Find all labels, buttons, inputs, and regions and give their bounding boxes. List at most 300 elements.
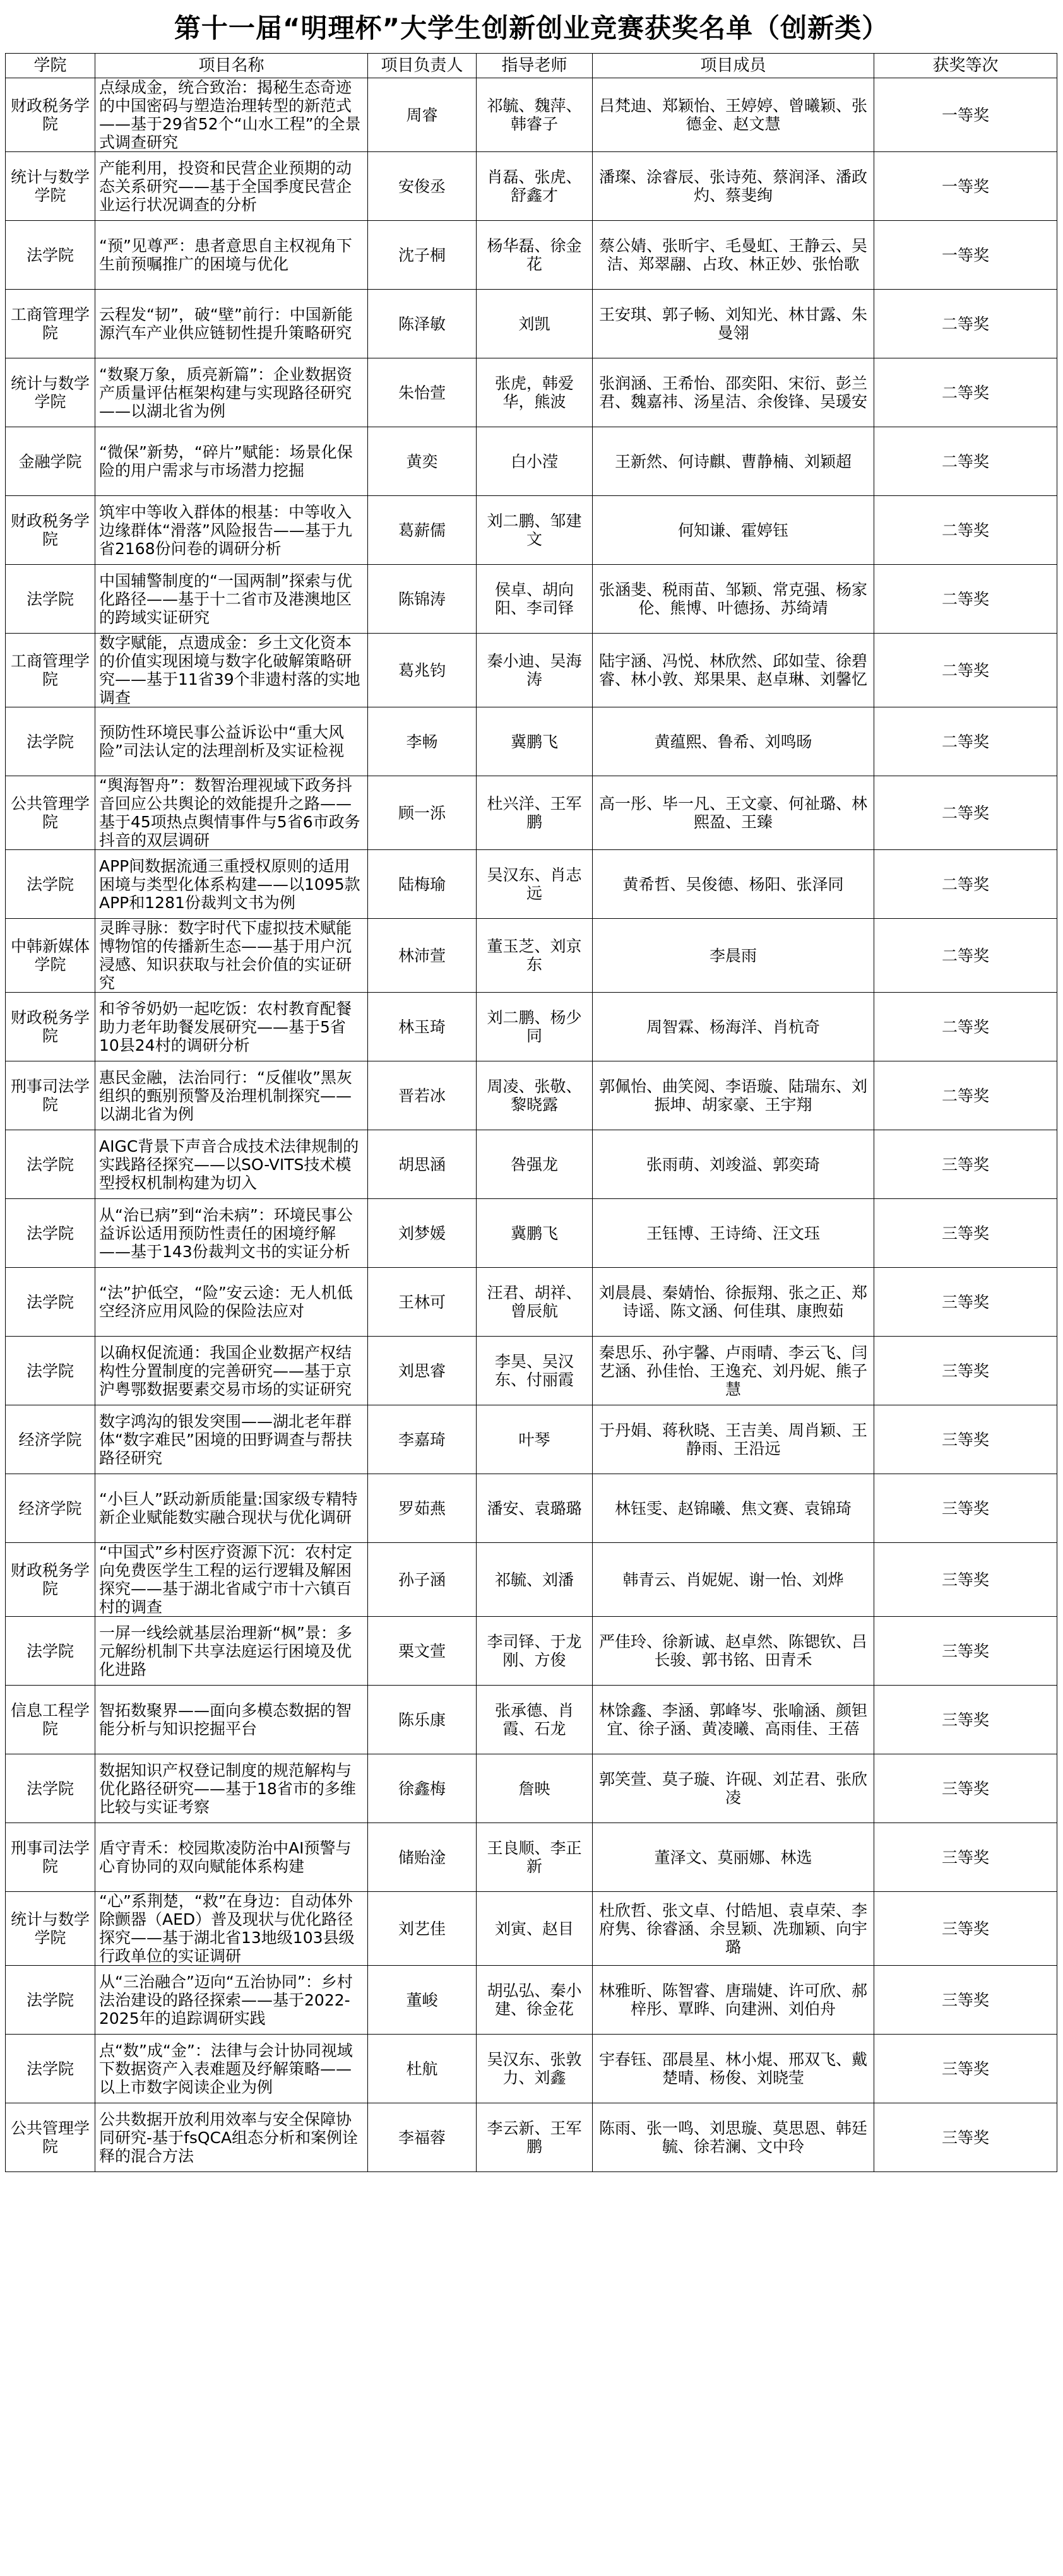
award-level-cell-text: 二等奖 [941, 589, 989, 608]
leader-cell-text: 罗茹燕 [398, 1499, 446, 1518]
leader-cell-text: 李嘉琦 [398, 1430, 446, 1449]
advisor-cell-text: 潘安、袁璐璐 [487, 1499, 582, 1518]
leader-cell [368, 2103, 477, 2172]
college-cell-text: 信息工程学院 [10, 1701, 90, 1738]
project-name-cell-text: 中国辅警制度的“一国两制”探索与优化路径——基于十二省市及港澳地区的跨域实证研究 [99, 571, 352, 627]
members-cell-text: 张涵斐、税雨苗、邹颖、常克强、杨家伦、熊博、叶德扬、苏绮靖 [598, 581, 867, 617]
college-cell [6, 1337, 95, 1405]
project-name-cell-text: 惠民金融，法治同行：“反催收”黑灰组织的甄别预警及治理机制探究——以湖北省为例 [99, 1068, 352, 1123]
project-name-cell-text: “舆海智舟”：数智治理视域下政务抖音回应公共舆论的效能提升之路——基于45项热点舆情事件与5省6市政务抖音的双层调研 [99, 776, 360, 849]
college-cell-text: 财政税务学院 [10, 1008, 90, 1045]
members-cell [593, 1892, 874, 1966]
project-name-cell [95, 1754, 368, 1823]
project-name-cell [95, 1966, 368, 2035]
table-row [6, 1686, 1057, 1754]
members-cell [593, 993, 874, 1061]
members-cell [593, 850, 874, 919]
leader-cell-text: 陆梅瑜 [398, 875, 446, 894]
members-cell-text: 何知谦、霍婷钰 [677, 521, 788, 540]
project-name-cell [95, 1268, 368, 1337]
award-level-cell [874, 290, 1057, 358]
members-cell-text: 高一彤、毕一凡、王文豪、何祉璐、林熙盈、王臻 [598, 795, 867, 831]
award-level-cell-text: 二等奖 [941, 383, 989, 402]
leader-cell [368, 1061, 477, 1130]
advisor-cell-text: 肖磊、张虎、舒鑫才 [487, 168, 582, 204]
college-cell-text: 经济学院 [18, 1499, 82, 1518]
college-cell [6, 1199, 95, 1268]
project-name-cell-text: “微保”新势，“碎片”赋能：场景化保险的用户需求与市场潜力挖掘 [99, 443, 353, 480]
college-cell [6, 2035, 95, 2103]
project-name-cell [95, 2103, 368, 2172]
members-cell-text: 郭佩怡、曲笑阅、李语璇、陆瑞东、刘振坤、胡家豪、王宇翔 [598, 1077, 867, 1114]
leader-cell-text: 刘思睿 [398, 1361, 446, 1380]
table-row [6, 634, 1057, 707]
award-level-cell [874, 496, 1057, 565]
project-name-cell-text: 产能利用，投资和民营企业预期的动态关系研究——基于全国季度民营企业运行状况调查的分析 [99, 158, 352, 214]
advisor-cell-text: 胡弘弘、秦小建、徐金花 [487, 1982, 582, 2018]
header-project: 项目名称 [95, 54, 368, 78]
advisor-cell-text: 李昊、吴汉东、付丽霞 [494, 1352, 574, 1389]
college-cell-text: 法学院 [26, 1779, 74, 1798]
award-level-cell-text: 三等奖 [941, 1570, 989, 1589]
project-name-cell [95, 565, 368, 634]
project-name-cell [95, 221, 368, 290]
award-level-cell-text: 一等奖 [941, 105, 989, 124]
table-row [6, 1823, 1057, 1892]
members-cell [593, 1268, 874, 1337]
college-cell [6, 1892, 95, 1966]
project-name-cell [95, 496, 368, 565]
members-cell [593, 1405, 874, 1474]
advisor-cell-text: 叶琴 [518, 1430, 550, 1449]
college-cell-text: 刑事司法学院 [10, 1839, 90, 1876]
award-level-cell-text: 三等奖 [941, 1848, 989, 1867]
award-level-cell-text: 三等奖 [941, 1779, 989, 1798]
table-row [6, 1061, 1057, 1130]
college-cell-text: 法学院 [26, 1155, 74, 1174]
members-cell [593, 1337, 874, 1405]
project-name-cell [95, 1823, 368, 1892]
leader-cell-text: 栗文萱 [398, 1641, 446, 1660]
award-level-cell-text: 二等奖 [941, 452, 989, 471]
table-row [6, 1474, 1057, 1543]
advisor-cell [477, 78, 593, 152]
leader-cell [368, 776, 477, 850]
college-cell [6, 1754, 95, 1823]
award-level-cell [874, 1405, 1057, 1474]
advisor-cell-text: 吴汉东、肖志远 [487, 866, 582, 902]
advisor-cell-text: 王良顺、李正新 [487, 1839, 582, 1876]
table-row [6, 1199, 1057, 1268]
award-level-cell [874, 152, 1057, 221]
college-cell-text: 工商管理学院 [10, 305, 90, 342]
leader-cell [368, 427, 477, 496]
project-name-cell [95, 919, 368, 993]
advisor-cell [477, 1686, 593, 1754]
award-level-cell [874, 776, 1057, 850]
table-row [6, 290, 1057, 358]
table-row [6, 776, 1057, 850]
members-cell [593, 634, 874, 707]
leader-cell-text: 陈锦涛 [398, 589, 446, 608]
advisor-cell [477, 993, 593, 1061]
table-row [6, 1617, 1057, 1686]
awards-table [5, 53, 1057, 2172]
leader-cell [368, 2035, 477, 2103]
leader-cell [368, 993, 477, 1061]
table-row [6, 427, 1057, 496]
advisor-cell-text: 冀鹏飞 [510, 1224, 558, 1243]
leader-cell-text: 林玉琦 [398, 1017, 446, 1036]
advisor-cell [477, 221, 593, 290]
leader-cell-text: 胡思涵 [398, 1155, 446, 1174]
advisor-cell [477, 427, 593, 496]
award-level-cell-text: 三等奖 [941, 1155, 989, 1174]
table-row [6, 1268, 1057, 1337]
members-cell-text: 吕梵迪、郑颖怡、王婷婷、曾曦颖、张德金、赵文慧 [598, 97, 867, 133]
project-name-cell [95, 1405, 368, 1474]
award-level-cell-text: 二等奖 [941, 661, 989, 680]
college-cell [6, 290, 95, 358]
award-level-cell [874, 2103, 1057, 2172]
college-cell [6, 1405, 95, 1474]
page-title: 第十一届“明理杯”大学生创新创业竞赛获奖名单（创新类） [174, 13, 889, 44]
leader-cell-text: 晋若冰 [398, 1086, 446, 1105]
award-level-cell-text: 二等奖 [941, 803, 989, 822]
leader-cell [368, 1199, 477, 1268]
award-level-cell [874, 634, 1057, 707]
college-cell [6, 919, 95, 993]
advisor-cell-text: 张承德、肖霞、石龙 [494, 1701, 574, 1738]
advisor-cell-text: 李司铎、于龙刚、方俊 [487, 1633, 582, 1669]
advisor-cell [477, 1754, 593, 1823]
leader-cell [368, 919, 477, 993]
project-name-cell [95, 1199, 368, 1268]
project-name-cell [95, 1686, 368, 1754]
members-cell [593, 1199, 874, 1268]
award-level-cell-text: 二等奖 [941, 1017, 989, 1036]
college-cell [6, 1130, 95, 1199]
award-level-cell-text: 二等奖 [941, 521, 989, 540]
leader-cell [368, 1268, 477, 1337]
college-cell [6, 1268, 95, 1337]
award-level-cell [874, 919, 1057, 993]
advisor-cell [477, 1892, 593, 1966]
project-name-cell-text: “中国式”乡村医疗资源下沉：农村定向免费医学生工程的运行逻辑及解困探究——基于湖北省咸宁市十六镇百村的调查 [99, 1543, 352, 1616]
college-cell-text: 法学院 [26, 589, 74, 608]
leader-cell [368, 565, 477, 634]
advisor-cell [477, 565, 593, 634]
members-cell-text: 宇春钰、邵晨星、林小焜、邢双飞、戴楚晴、杨俊、刘晓莹 [598, 2050, 867, 2087]
college-cell [6, 1474, 95, 1543]
advisor-cell-text: 刘凯 [518, 314, 550, 333]
table-row [6, 1892, 1057, 1966]
project-name-cell [95, 1337, 368, 1405]
project-name-cell [95, 2035, 368, 2103]
advisor-cell-text: 张虎，韩爱华，熊波 [494, 374, 574, 411]
leader-cell [368, 358, 477, 427]
table-row [6, 707, 1057, 776]
advisor-cell [477, 1617, 593, 1686]
advisor-cell-text: 杨华磊、徐金花 [487, 237, 582, 273]
award-level-cell-text: 二等奖 [941, 946, 989, 965]
college-cell-text: 法学院 [26, 1641, 74, 1660]
members-cell-text: 李晨雨 [709, 946, 757, 965]
college-cell-text: 统计与数学学院 [10, 168, 90, 204]
college-cell-text: 法学院 [26, 1224, 74, 1243]
award-level-cell-text: 三等奖 [941, 1990, 989, 2009]
members-cell [593, 707, 874, 776]
members-cell [593, 919, 874, 993]
college-cell [6, 221, 95, 290]
table-row [6, 565, 1057, 634]
award-level-cell-text: 三等奖 [941, 1292, 989, 1311]
leader-cell-text: 林沛萱 [398, 946, 446, 965]
advisor-cell-text: 詹映 [518, 1779, 550, 1798]
leader-cell-text: 黄奕 [406, 452, 438, 471]
leader-cell [368, 221, 477, 290]
members-cell-text: 王新然、何诗麒、曹静楠、刘颖超 [614, 452, 852, 471]
project-name-cell-text: 筑牢中等收入群体的根基：中等收入边缘群体“滑落”风险报告——基于九省2168份问卷的调研分析 [99, 502, 352, 558]
members-cell [593, 221, 874, 290]
project-name-cell [95, 1061, 368, 1130]
college-cell-text: 公共管理学院 [10, 2119, 90, 2156]
project-name-cell [95, 993, 368, 1061]
award-level-cell-text: 二等奖 [941, 875, 989, 894]
members-cell-text: 黄蕴熙、鲁希、刘鸣旸 [654, 732, 812, 751]
advisor-cell-text: 祁毓、魏萍、韩睿子 [487, 97, 582, 133]
project-name-cell-text: 数字鸿沟的银发突围——湖北老年群体“数字难民”困境的田野调查与帮扶路径研究 [99, 1412, 352, 1467]
members-cell [593, 565, 874, 634]
college-cell [6, 850, 95, 919]
leader-cell-text: 朱怡萱 [398, 383, 446, 402]
table-row [6, 919, 1057, 993]
members-cell [593, 1966, 874, 2035]
college-cell-text: 法学院 [26, 245, 74, 264]
members-cell-text: 董泽文、莫丽娜、林选 [654, 1848, 812, 1867]
members-cell [593, 2103, 874, 2172]
project-name-cell-text: 一屏一线绘就基层治理新“枫”景：多元解纷机制下共享法庭运行困境及优化进路 [99, 1623, 352, 1679]
project-name-cell [95, 1130, 368, 1199]
table-row [6, 1130, 1057, 1199]
advisor-cell [477, 496, 593, 565]
members-cell [593, 1686, 874, 1754]
members-cell-text: 周智霖、杨海洋、肖杭奇 [646, 1017, 820, 1036]
project-name-cell-text: “预”见尊严：患者意思自主权视角下生前预嘱推广的困境与优化 [99, 237, 352, 273]
college-cell [6, 1061, 95, 1130]
leader-cell [368, 850, 477, 919]
table-row [6, 1754, 1057, 1823]
project-name-cell-text: 从“治已病”到“治未病”：环境民事公益诉讼适用预防性责任的困境纾解——基于143份裁判文书的实证分析 [99, 1205, 353, 1261]
award-level-cell-text: 一等奖 [941, 177, 989, 196]
advisor-cell [477, 1199, 593, 1268]
project-name-cell-text: 和爷爷奶奶一起吃饭：农村教育配餐助力老年助餐发展研究——基于5省10县24村的调研分析 [99, 999, 352, 1055]
project-name-cell-text: 以确权促流通：我国企业数据产权结构性分置制度的完善研究——基于京沪粤鄂数据要素交易市场的实证研究 [99, 1343, 352, 1398]
project-name-cell-text: 预防性环境民事公益诉讼中“重大风险”司法认定的法理剖析及实证检视 [99, 723, 344, 760]
advisor-cell-text: 秦小迪、吴海涛 [487, 652, 582, 688]
advisor-cell-text: 汪君、胡祥、曾辰航 [487, 1284, 582, 1320]
members-cell [593, 1823, 874, 1892]
table-row [6, 850, 1057, 919]
award-level-cell-text: 二等奖 [941, 1086, 989, 1105]
award-level-cell-text: 三等奖 [941, 1361, 989, 1380]
table-row [6, 2103, 1057, 2172]
members-cell [593, 1474, 874, 1543]
advisor-cell [477, 1823, 593, 1892]
table-row [6, 496, 1057, 565]
leader-cell-text: 陈泽敏 [398, 314, 446, 333]
project-name-cell-text: 灵眸寻脉：数字时代下虚拟技术赋能博物馆的传播新生态——基于用户沉浸感、知识获取与社会价值的实证研究 [99, 919, 352, 992]
leader-cell [368, 1966, 477, 2035]
award-level-cell [874, 1268, 1057, 1337]
college-cell [6, 427, 95, 496]
award-level-cell [874, 1061, 1057, 1130]
project-name-cell [95, 78, 368, 152]
award-level-cell-text: 三等奖 [941, 1224, 989, 1243]
leader-cell-text: 刘艺佳 [398, 1919, 446, 1938]
project-name-cell [95, 1474, 368, 1543]
table-row [6, 221, 1057, 290]
award-level-cell-text: 三等奖 [941, 2059, 989, 2078]
project-name-cell-text: APP间数据流通三重授权原则的适用困境与类型化体系构建——以1095款APP和1281份裁判文书为例 [99, 856, 360, 912]
college-cell [6, 2103, 95, 2172]
advisor-cell-text: 刘二鹏、杨少同 [487, 1008, 582, 1045]
table-row [6, 1966, 1057, 2035]
advisor-cell [477, 634, 593, 707]
award-level-cell-text: 三等奖 [941, 1499, 989, 1518]
leader-cell [368, 1543, 477, 1617]
leader-cell-text: 刘梦媛 [398, 1224, 446, 1243]
college-cell-text: 统计与数学学院 [10, 1910, 90, 1947]
advisor-cell-text: 白小滢 [510, 452, 558, 471]
advisor-cell [477, 2103, 593, 2172]
leader-cell [368, 1405, 477, 1474]
table-row [6, 1405, 1057, 1474]
college-cell-text: 财政税务学院 [10, 97, 90, 133]
members-cell-text: 张润涵、王希怡、邵奕阳、宋衍、彭兰君、魏嘉祎、汤星洁、余俊锋、吴瑗安 [598, 374, 867, 411]
leader-cell [368, 496, 477, 565]
award-level-cell-text: 三等奖 [941, 2128, 989, 2147]
project-name-cell [95, 358, 368, 427]
award-level-cell [874, 427, 1057, 496]
award-level-cell [874, 1823, 1057, 1892]
project-name-cell [95, 634, 368, 707]
members-cell-text: 潘璨、涂睿辰、张诗苑、蔡润泽、潘政灼、蔡斐绚 [598, 168, 867, 204]
advisor-cell [477, 290, 593, 358]
members-cell-text: 陈雨、张一鸣、刘思璇、莫思恩、韩廷毓、徐若澜、文中玲 [598, 2119, 867, 2156]
advisor-cell-text: 祁毓、刘潘 [494, 1570, 574, 1589]
college-cell-text: 中韩新媒体学院 [10, 937, 90, 974]
college-cell [6, 707, 95, 776]
advisor-cell [477, 776, 593, 850]
leader-cell-text: 葛兆钧 [398, 661, 446, 680]
award-level-cell [874, 358, 1057, 427]
table-row [6, 78, 1057, 152]
college-cell [6, 152, 95, 221]
award-level-cell [874, 1199, 1057, 1268]
award-level-cell [874, 78, 1057, 152]
members-cell [593, 358, 874, 427]
members-cell [593, 776, 874, 850]
advisor-cell-text: 吴汉东、张敦力、刘鑫 [487, 2050, 582, 2087]
members-cell [593, 427, 874, 496]
project-name-cell-text: “数聚万象，质亮新篇”：企业数据资产质量评估框架构建与实现路径研究——以湖北省为例 [99, 365, 352, 420]
college-cell [6, 1823, 95, 1892]
college-cell [6, 1966, 95, 2035]
table-row [6, 152, 1057, 221]
leader-cell-text: 孙子涵 [398, 1570, 446, 1589]
college-cell [6, 1617, 95, 1686]
college-cell [6, 1686, 95, 1754]
award-level-cell [874, 1474, 1057, 1543]
leader-cell [368, 152, 477, 221]
leader-cell [368, 1474, 477, 1543]
members-cell-text: 韩青云、肖妮妮、谢一怡、刘烨 [622, 1570, 844, 1589]
advisor-cell-text: 杜兴洋、王军鹏 [487, 795, 582, 831]
table-row [6, 1337, 1057, 1405]
project-name-cell-text: “心”系荆楚，“救”在身边：自动体外除颤器（AED）普及现状与优化路径探究——基于湖北省13地级103县级行政单位的实证调研 [99, 1892, 355, 1965]
leader-cell [368, 1686, 477, 1754]
members-cell [593, 152, 874, 221]
members-cell [593, 496, 874, 565]
project-name-cell-text: 盾守青禾：校园欺凌防治中AI预警与心育协同的双向赋能体系构建 [99, 1839, 352, 1876]
college-cell-text: 经济学院 [18, 1430, 82, 1449]
project-name-cell-text: 云程发“韧”，破“壁”前行：中国新能源汽车产业供应链韧性提升策略研究 [99, 305, 353, 342]
advisor-cell-text: 董玉芝、刘京东 [487, 937, 582, 974]
leader-cell [368, 1754, 477, 1823]
college-cell [6, 78, 95, 152]
members-cell-text: 黄希哲、吴俊德、杨阳、张泽同 [622, 875, 844, 894]
members-cell [593, 1130, 874, 1199]
advisor-cell [477, 919, 593, 993]
table-row [6, 358, 1057, 427]
award-level-cell-text: 二等奖 [941, 314, 989, 333]
advisor-cell [477, 1130, 593, 1199]
leader-cell-text: 沈子桐 [398, 245, 446, 264]
members-cell-text: 杜欣哲、张文卓、付皓旭、袁卓荣、李府隽、徐睿涵、余昱颖、冼珈颖、向宇璐 [598, 1901, 867, 1956]
project-name-cell [95, 707, 368, 776]
award-level-cell [874, 1892, 1057, 1966]
college-cell [6, 496, 95, 565]
project-name-cell-text: 点绿成金，统合致治：揭秘生态奇迹的中国密码与塑造治理转型的新范式——基于29省52个“山水工程”的全景式调查研究 [99, 78, 361, 151]
members-cell-text: 刘晨晨、秦婧怡、徐振翔、张之正、郑诗谣、陈文涵、何佳琪、康煦茹 [598, 1284, 867, 1320]
table-row [6, 2035, 1057, 2103]
advisor-cell-text: 侯卓、胡向阳、李司铎 [494, 581, 574, 617]
project-name-cell [95, 1543, 368, 1617]
members-cell-text: 于丹娟、蒋秋晓、王吉美、周肖颖、王静雨、王沿远 [598, 1421, 867, 1458]
college-cell [6, 776, 95, 850]
leader-cell [368, 1130, 477, 1199]
award-level-cell [874, 1754, 1057, 1823]
leader-cell [368, 290, 477, 358]
members-cell-text: 蔡公婧、张昕宇、毛曼虹、王静云、吴洁、郑翠翮、占玫、林正妙、张怡歌 [598, 237, 867, 273]
advisor-cell [477, 707, 593, 776]
header-college: 学院 [6, 54, 95, 78]
leader-cell [368, 1892, 477, 1966]
leader-cell-text: 李畅 [406, 732, 438, 751]
project-name-cell-text: 智拓数聚界——面向多模态数据的智能分析与知识挖掘平台 [99, 1701, 352, 1738]
advisor-cell [477, 1268, 593, 1337]
advisor-cell-text: 刘寅、赵目 [494, 1919, 574, 1938]
project-name-cell-text: “小巨人”跃动新质能量:国家级专精特新企业赋能数实融合现状与优化调研 [99, 1490, 358, 1527]
advisor-cell [477, 1543, 593, 1617]
project-name-cell-text: AIGC背景下声音合成技术法律规制的实践路径探究——以SO-VITS技术模型授权机制构建为切入 [99, 1137, 359, 1192]
project-name-cell-text: “法”护低空，“险”安云途：无人机低空经济应用风险的保险法应对 [99, 1284, 353, 1320]
advisor-cell-text: 咎强龙 [510, 1155, 558, 1174]
award-level-cell [874, 1337, 1057, 1405]
advisor-cell-text: 李云新、王军鹏 [487, 2119, 582, 2156]
members-cell-text: 林钰雯、赵锦曦、焦文赛、袁锦琦 [614, 1499, 852, 1518]
